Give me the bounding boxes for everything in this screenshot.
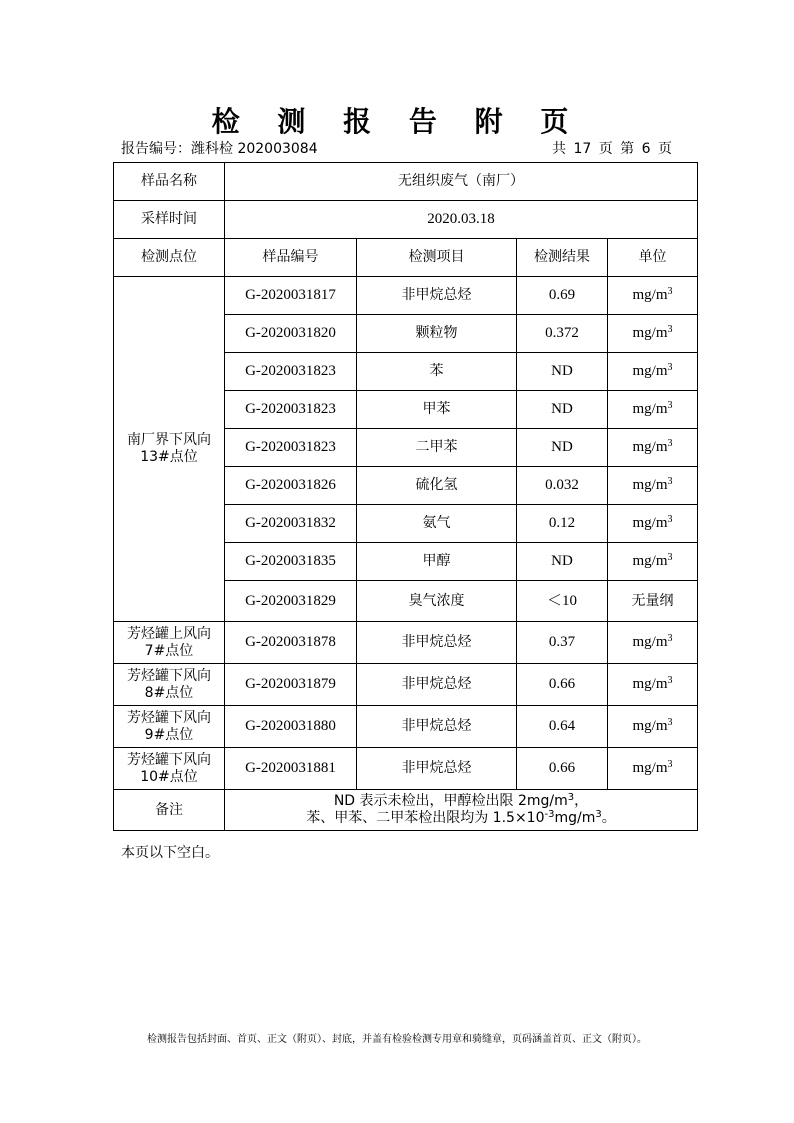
unit-base: mg/m (632, 439, 668, 455)
remark-line-1-end: ， (574, 793, 589, 809)
unit-base: mg/m (632, 287, 668, 303)
unit-exponent: 3 (667, 633, 673, 644)
unit-base: mg/m (632, 477, 668, 493)
result-cell: 0.12 (517, 505, 608, 543)
unit-exponent: 3 (667, 400, 673, 411)
unit-cell (608, 315, 698, 353)
remark-line-2-end: 。 (601, 810, 616, 826)
item-cell: 非甲烷总烃 (357, 748, 517, 790)
header-row (114, 239, 698, 277)
item-cell: 臭气浓度 (357, 581, 517, 622)
point-cell: 芳烃罐下风向8#点位 (114, 664, 225, 706)
remark-text (225, 790, 698, 831)
remark-line-2-sup: -3 (544, 809, 555, 820)
item-cell: 甲苯 (357, 391, 517, 429)
unit-cell (608, 622, 698, 664)
sample-no-cell: G-2020031823 (225, 353, 357, 391)
unit-cell (608, 467, 698, 505)
unit-exponent: 3 (667, 438, 673, 449)
sample-no-cell: G-2020031835 (225, 543, 357, 581)
header-item: 检测项目 (357, 239, 517, 277)
sample-no-cell: G-2020031817 (225, 277, 357, 315)
item-cell: 甲醇 (357, 543, 517, 581)
result-cell: 0.69 (517, 277, 608, 315)
unit-base: mg/m (632, 676, 668, 692)
header-unit: 单位 (608, 239, 698, 277)
unit-cell (608, 353, 698, 391)
unit-exponent: 3 (667, 759, 673, 770)
unit-base: mg/m (632, 363, 668, 379)
sample-no-cell: G-2020031878 (225, 622, 357, 664)
table-row (114, 622, 698, 664)
sample-no-cell: G-2020031823 (225, 429, 357, 467)
unit-exponent: 3 (667, 286, 673, 297)
sampling-time-row (114, 201, 698, 239)
sample-no-cell: G-2020031820 (225, 315, 357, 353)
result-cell: ND (517, 543, 608, 581)
results-table (113, 162, 698, 831)
result-cell: 0.032 (517, 467, 608, 505)
result-cell: ND (517, 391, 608, 429)
sample-name-value: 无组织废气（南厂） (225, 163, 698, 201)
blank-note: 本页以下空白。 (121, 845, 219, 861)
result-cell: 0.372 (517, 315, 608, 353)
unit-exponent: 3 (667, 717, 673, 728)
unit-cell (608, 706, 698, 748)
unit-cell (608, 277, 698, 315)
sampling-time-label: 采样时间 (114, 201, 225, 239)
unit-cell (608, 748, 698, 790)
result-cell: ND (517, 429, 608, 467)
footer-note: 检测报告包括封面、首页、正文（附页）、封底，并盖有检验检测专用章和骑缝章，页码涵盖首页、正文（附页）。 (147, 1034, 647, 1045)
item-cell: 二甲苯 (357, 429, 517, 467)
point-cell: 芳烃罐下风向10#点位 (114, 748, 225, 790)
sample-no-cell: G-2020031880 (225, 706, 357, 748)
unit-exponent: 3 (667, 362, 673, 373)
table-row (114, 664, 698, 706)
page-title: 检 测 报 告 附 页 (211, 105, 583, 138)
unit-cell (608, 543, 698, 581)
remark-line-1-text: ND 表示未检出，甲醇检出限 2mg/m (333, 793, 568, 809)
sample-no-cell: G-2020031829 (225, 581, 357, 622)
item-cell: 非甲烷总烃 (357, 664, 517, 706)
header-result: 检测结果 (517, 239, 608, 277)
unit-exponent: 3 (667, 552, 673, 563)
remark-line-1-sup: 3 (567, 792, 575, 803)
table-row (114, 706, 698, 748)
unit-exponent: 3 (667, 514, 673, 525)
item-cell: 非甲烷总烃 (357, 277, 517, 315)
remark-label: 备注 (114, 790, 225, 831)
result-cell: 0.37 (517, 622, 608, 664)
header-sample-no: 样品编号 (225, 239, 357, 277)
remark-line-2-unit: mg/m (554, 810, 596, 826)
result-cell: 0.66 (517, 748, 608, 790)
remark-line-2-unit-sup: 3 (595, 809, 602, 820)
sample-no-cell: G-2020031826 (225, 467, 357, 505)
unit-exponent: 3 (667, 324, 673, 335)
result-cell: 0.66 (517, 664, 608, 706)
result-cell: 0.64 (517, 706, 608, 748)
sample-no-cell: G-2020031879 (225, 664, 357, 706)
unit-exponent: 3 (667, 675, 673, 686)
unit-cell (608, 505, 698, 543)
unit-base: mg/m (632, 401, 668, 417)
sample-name-row (114, 163, 698, 201)
unit-exponent: 3 (667, 476, 673, 487)
unit-cell (608, 391, 698, 429)
report-number: 报告编号：潍科检 202003084 (121, 141, 318, 157)
remark-line-2-text: 苯、甲苯、二甲苯检出限均为 1.5×10 (306, 810, 545, 826)
unit-base: mg/m (632, 760, 668, 776)
item-cell: 硫化氢 (357, 467, 517, 505)
point-cell: 芳烃罐下风向9#点位 (114, 706, 225, 748)
sample-name-label: 样品名称 (114, 163, 225, 201)
item-cell: 氨气 (357, 505, 517, 543)
result-cell: ND (517, 353, 608, 391)
unit-cell: 无量纲 (608, 581, 698, 622)
table-row (114, 277, 698, 315)
sampling-time-value: 2020.03.18 (225, 201, 698, 239)
remark-line-1 (225, 793, 697, 810)
sample-no-cell: G-2020031823 (225, 391, 357, 429)
item-cell: 非甲烷总烃 (357, 706, 517, 748)
item-cell: 苯 (357, 353, 517, 391)
point-cell: 芳烃罐上风向7#点位 (114, 622, 225, 664)
unit-base: mg/m (632, 515, 668, 531)
sample-no-cell: G-2020031881 (225, 748, 357, 790)
unit-cell (608, 429, 698, 467)
item-cell: 颗粒物 (357, 315, 517, 353)
table-row (114, 748, 698, 790)
unit-base: mg/m (632, 325, 668, 341)
unit-base: mg/m (632, 718, 668, 734)
point-cell: 南厂界下风向13#点位 (114, 277, 225, 622)
unit-base: mg/m (632, 553, 668, 569)
page-info: 共 17 页 第 6 页 (552, 141, 672, 157)
sample-no-cell: G-2020031832 (225, 505, 357, 543)
remark-line-2 (225, 810, 697, 827)
header-point: 检测点位 (114, 239, 225, 277)
unit-cell (608, 664, 698, 706)
remark-row (114, 790, 698, 831)
item-cell: 非甲烷总烃 (357, 622, 517, 664)
result-cell: ＜10 (517, 581, 608, 622)
unit-base: mg/m (632, 634, 668, 650)
